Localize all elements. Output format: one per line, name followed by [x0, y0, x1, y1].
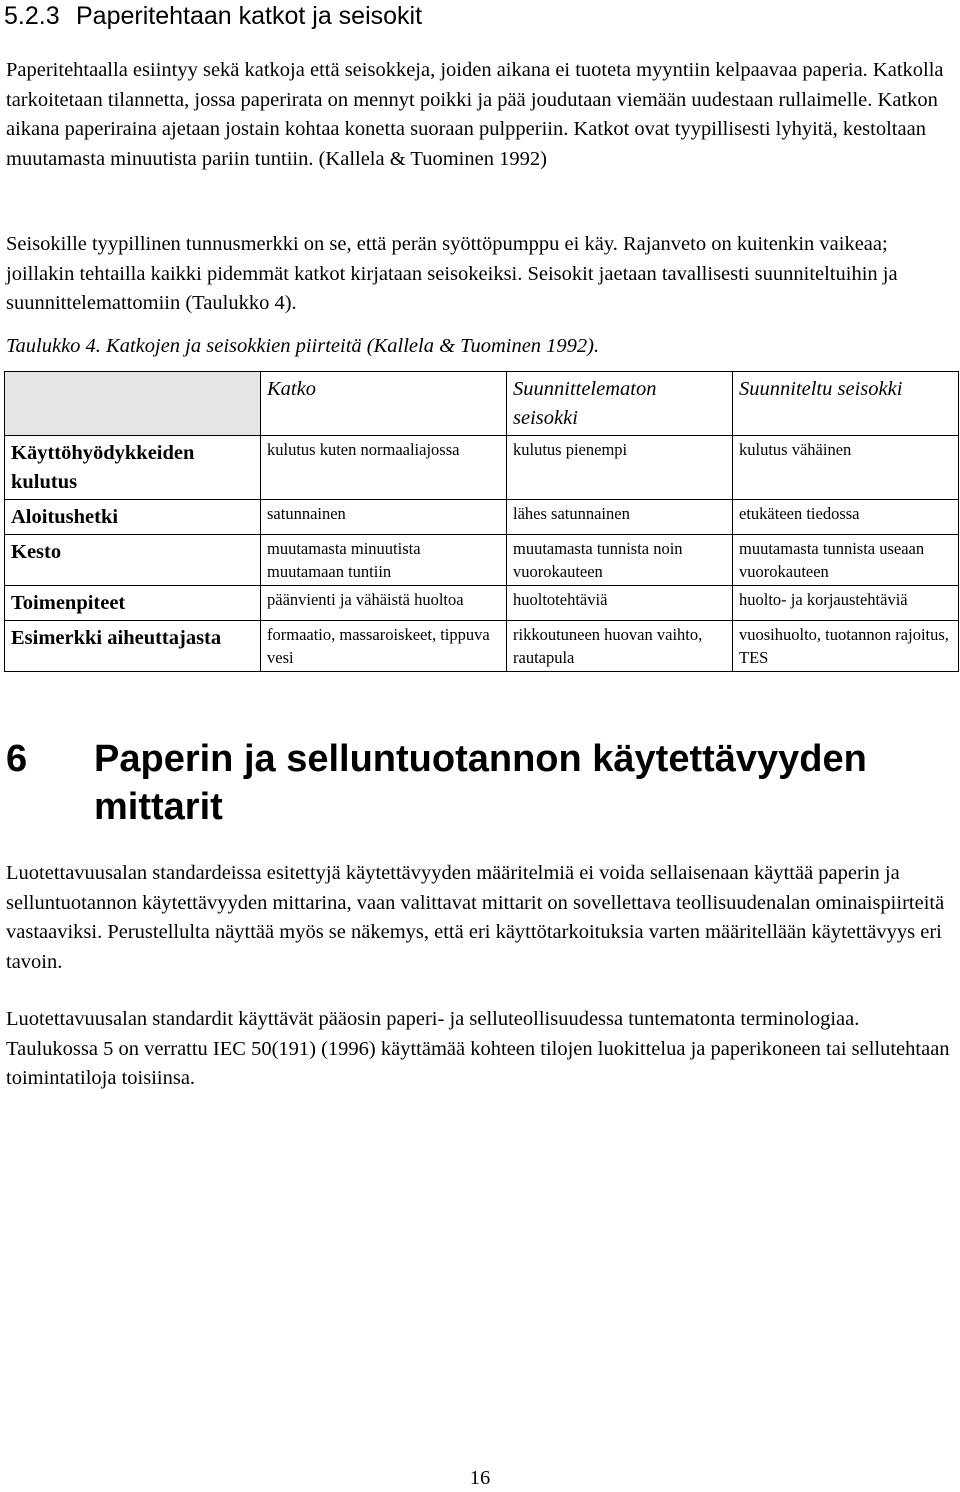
page-number: 16 — [469, 1467, 491, 1489]
header-suunnittelematon: Suunnittelematon seisokki — [507, 372, 733, 436]
section-number: 5.2.3 — [4, 2, 60, 30]
table-row — [5, 436, 959, 500]
table-row — [5, 500, 959, 535]
table-cell: vuosihuolto, tuotannon rajoitus, TES — [733, 621, 959, 672]
comparison-table — [4, 371, 959, 672]
row-label: Esimerkki aiheuttajasta — [5, 621, 261, 672]
table-cell: kulutus pienempi — [507, 436, 733, 500]
paragraph-standardit: Luotettavuusalan standardeissa esitettyjä käytettävyyden määritelmiä ei voida sellaisenaan käyttää paperin ja selluntuotannon käytettävyyden mittarina, vaan valittavat mittarit on sovellettava teollisuudenalan ominaispiirteitä vastaaviksi. Perustellulta näyttää myös se näkemys, että eri käyttötarkoituksia varten määritellään käytettävyys eri tavoin. — [6, 862, 945, 973]
paragraph-terminologia: Luotettavuusalan standardit käyttävät pääosin paperi- ja selluteollisuudessa tuntematonta terminologiaa. Taulukossa 5 on verrattu IEC 50(191) (1996) käyttämää kohteen tilojen luokittelua ja paperikoneen tai sellutehtaan toimintatiloja toisiinsa. — [6, 1008, 950, 1089]
table-cell: päänvienti ja vähäistä huoltoa — [261, 586, 507, 621]
section-heading — [4, 0, 422, 32]
table-cell: huolto- ja korjaustehtäviä — [733, 586, 959, 621]
table-cell: huoltotehtäviä — [507, 586, 733, 621]
paragraph-seisokit: Seisokille tyypillinen tunnusmerkki on se, että perän syöttöpumppu ei käy. Rajanveto on kuitenkin vaikeaa; joillakin tehtailla kaikki pidemmät katkot kirjataan seisokeiksi. Seisokit jaetaan tavallisesti suunniteltuihin ja suunnittelemattomiin (Taulukko 4). — [6, 233, 898, 314]
table-cell: etukäteen tiedossa — [733, 500, 959, 535]
row-label: Aloitushetki — [5, 500, 261, 535]
row-label: Käyttöhyödykkeiden kulutus — [5, 436, 261, 500]
table-row — [5, 621, 959, 672]
table-cell: rikkoutuneen huovan vaihto, rautapula — [507, 621, 733, 672]
table-header-row — [5, 372, 959, 436]
table-cell: muutamasta minuutista muutamaan tuntiin — [261, 535, 507, 586]
row-label: Kesto — [5, 535, 261, 586]
chapter-number: 6 — [6, 738, 28, 780]
table-caption: Taulukko 4. Katkojen ja seisokkien piirteitä (Kallela & Tuominen 1992). — [6, 335, 600, 357]
table-row — [5, 535, 959, 586]
section-title: Paperitehtaan katkot ja seisokit — [76, 2, 423, 30]
table-cell: lähes satunnainen — [507, 500, 733, 535]
table-cell: kulutus vähäinen — [733, 436, 959, 500]
chapter-heading — [6, 735, 954, 831]
table-cell: muutamasta tunnista noin vuorokauteen — [507, 535, 733, 586]
table-row — [5, 586, 959, 621]
chapter-title: Paperin ja selluntuotannon käytettävyyden mittarit — [94, 738, 867, 828]
row-label: Toimenpiteet — [5, 586, 261, 621]
paragraph-katkot: Paperitehtaalla esiintyy sekä katkoja että seisokkeja, joiden aikana ei tuoteta myyntiin kelpaavaa paperia. Katkolla tarkoitetaan tilannetta, jossa paperirata on mennyt poikki ja pää joudutaan viemään uudestaan rullaimelle. Katkon aikana paperiraina ajetaan jostain kohtaa konetta suoraan pulpperiin. Katkot ovat tyypillisesti lyhyitä, kestoltaan muutamasta minuutista pariin tuntiin. (Kallela & Tuominen 1992) — [6, 59, 944, 170]
table-cell: muutamasta tunnista useaan vuorokauteen — [733, 535, 959, 586]
header-suunniteltu: Suunniteltu seisokki — [733, 372, 959, 436]
header-katko: Katko — [261, 372, 507, 436]
table-cell: kulutus kuten normaaliajossa — [261, 436, 507, 500]
table-cell: formaatio, massaroiskeet, tippuva vesi — [261, 621, 507, 672]
table-cell: satunnainen — [261, 500, 507, 535]
table-corner-cell — [5, 372, 261, 436]
